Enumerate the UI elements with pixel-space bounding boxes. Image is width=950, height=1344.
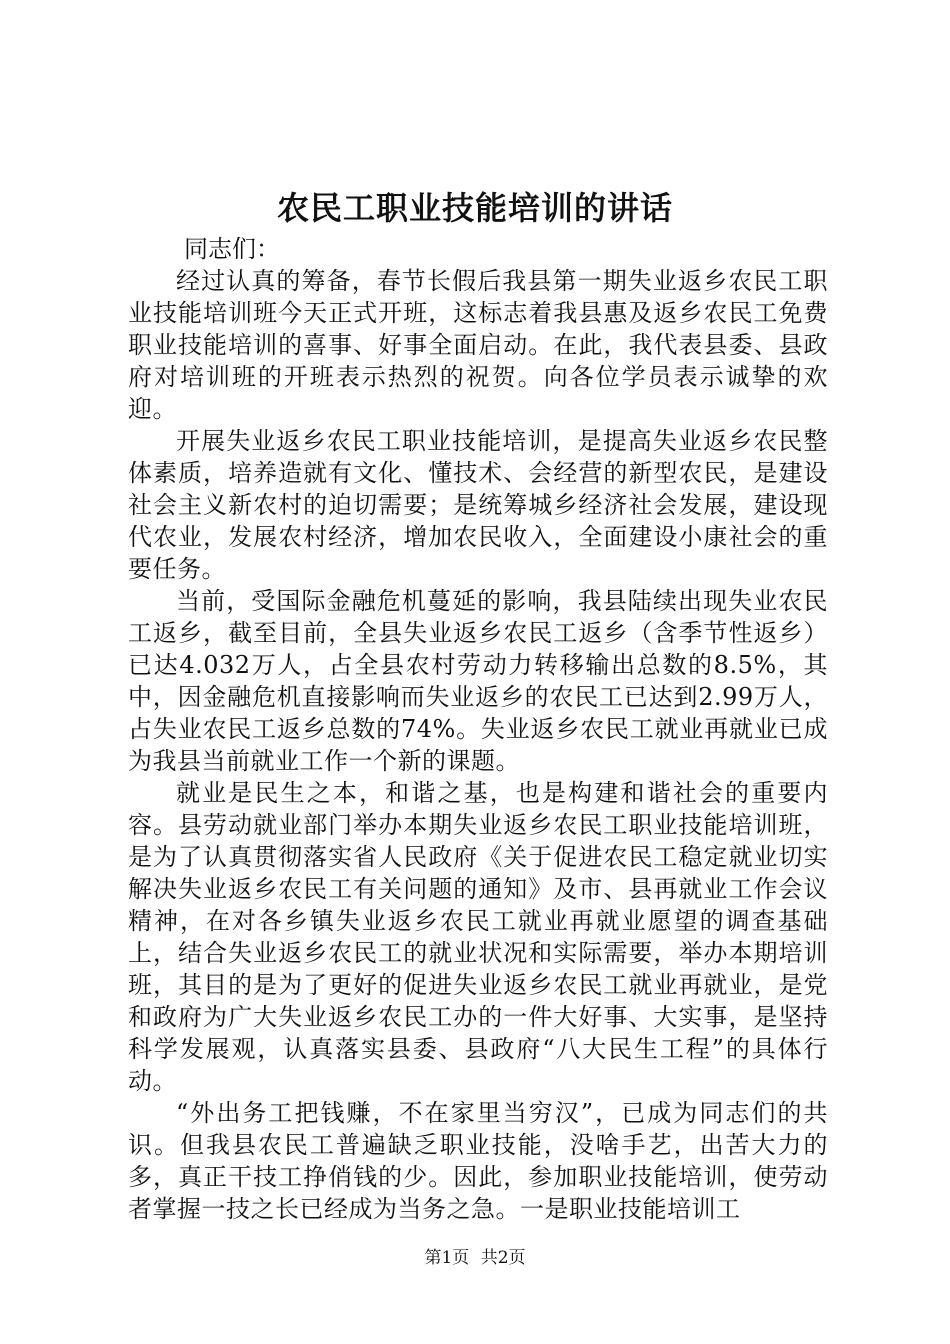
page-total: 共2页 — [480, 1248, 526, 1268]
paragraph-3: 当前，受国际金融危机蔓延的影响，我县陆续出现失业农民工返乡，截至目前，全县失业返乡农民工返乡（含季节性返乡）已达4.032万人，占全县农村劳动力转移输出总数的8.5%，其中，因金融危机直接影响而失业返乡的农民工已达到2.99万人，占失业农民工返乡总数的74%。失业返乡农民工就业再就业已成为我县当前就业工作一个新的课题。 — [128, 587, 828, 775]
document-body — [128, 265, 828, 1225]
page-footer — [0, 1246, 950, 1270]
document-title: 农民工职业技能培训的讲话 — [276, 189, 673, 227]
page-number: 第1页 — [424, 1248, 470, 1268]
paragraph-1: 经过认真的筹备，春节长假后我县第一期失业返乡农民工职业技能培训班今天正式开班，这标志着我县惠及返乡农民工免费职业技能培训的喜事、好事全面启动。在此，我代表县委、县政府对培训班的开班表示热烈的祝贺。向各位学员表示诚挚的欢迎。 — [128, 267, 828, 423]
paragraph-2: 开展失业返乡农民工职业技能培训，是提高失业返乡农民整体素质，培养造就有文化、懂技术、会经营的新型农民，是建设社会主义新农村的迫切需要；是统筹城乡经济社会发展，建设现代农业，发展农村经济，增加农民收入，全面建设小康社会的重要任务。 — [128, 427, 828, 583]
salutation: 同志们： — [184, 235, 280, 263]
paragraph-4: 就业是民生之本，和谐之基，也是构建和谐社会的重要内容。县劳动就业部门举办本期失业返乡农民工职业技能培训班，是为了认真贯彻落实省人民政府《关于促进农民工稳定就业切实解决失业返乡农民工有关问题的通知》及市、县再就业工作会议精神，在对各乡镇失业返乡农民工就业再就业愿望的调查基础上，结合失业返乡农民工的就业状况和实际需要，举办本期培训班，其目的是为了更好的促进失业返乡农民工就业再就业，是党和政府为广大失业返乡农民工办的一件大好事、大实事，是坚持科学发展观，认真落实县委、县政府“八大民生工程”的具体行动。 — [128, 779, 828, 1095]
paragraph-5: “外出务工把钱赚，不在家里当穷汉”，已成为同志们的共识。但我县农民工普遍缺乏职业技能，没啥手艺，出苦大力的多，真正干技工挣俏钱的少。因此，参加职业技能培训，使劳动者掌握一技之长已经成为当务之急。一是职业技能培训工 — [128, 1099, 828, 1223]
